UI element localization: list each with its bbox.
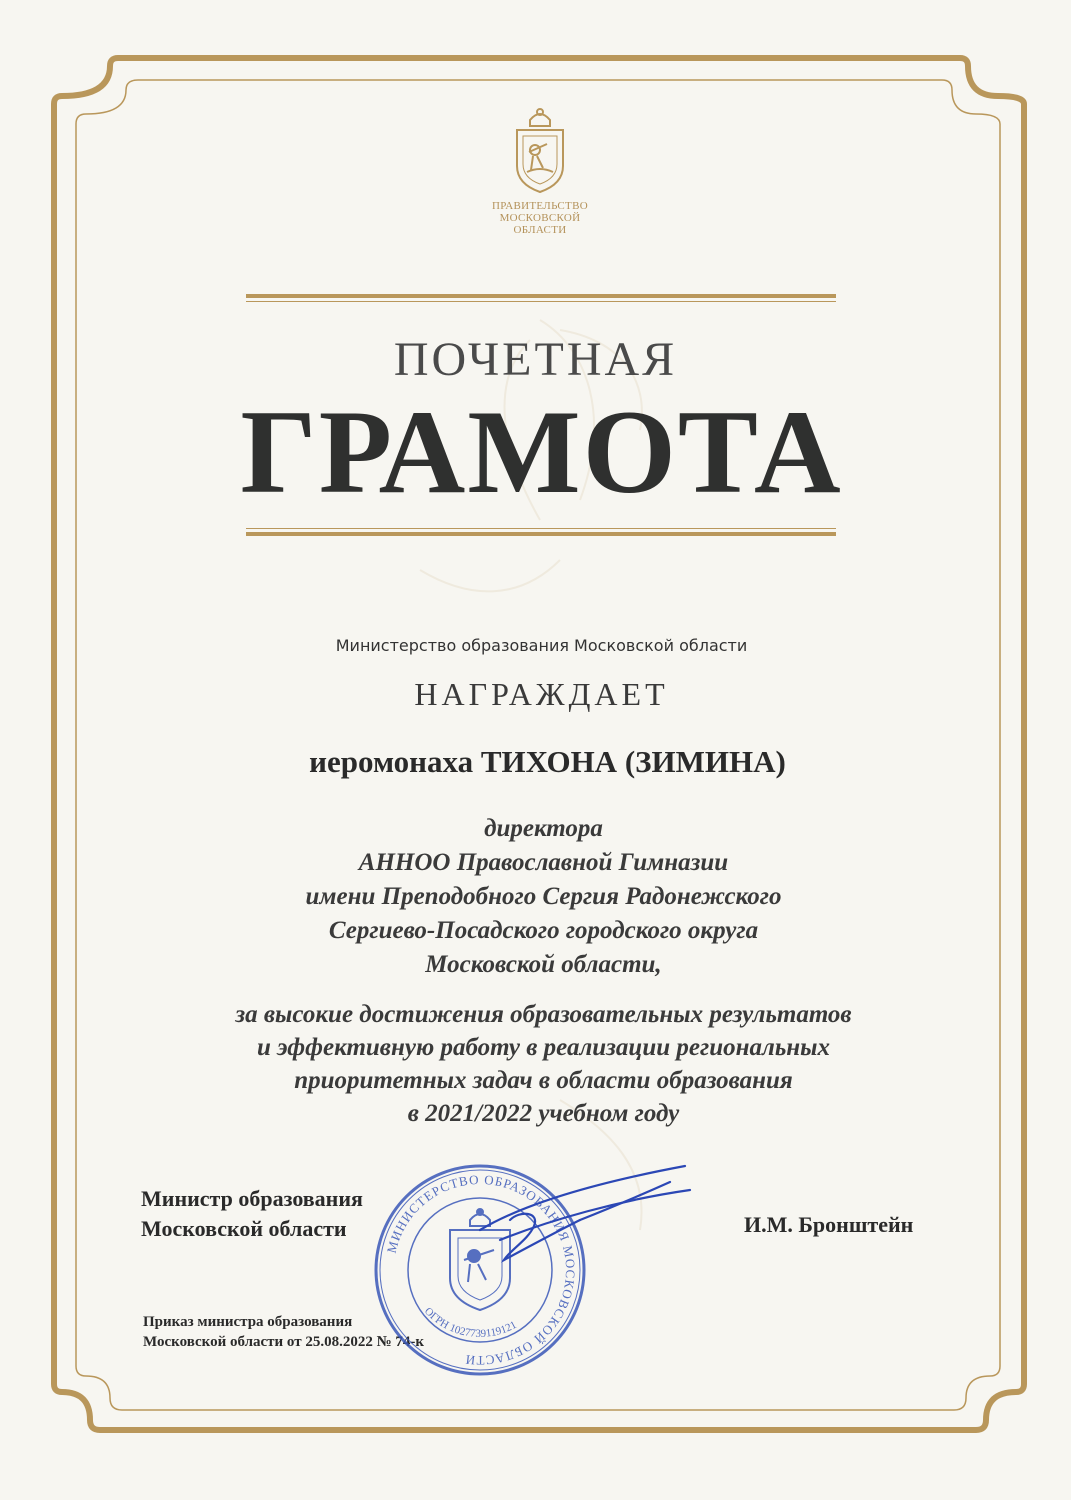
awardee-name: иеромонаха ТИХОНА (ЗИМИНА) <box>309 744 786 779</box>
gov-line-3: ОБЛАСТИ <box>513 224 567 236</box>
reason-line: и эффективную работу в реализации региональных <box>257 1034 830 1061</box>
signatory-title <box>141 1184 363 1244</box>
reason-line: в 2021/2022 учебном году <box>407 1100 680 1127</box>
position-line: Сергиево-Посадского городского округа <box>328 917 759 944</box>
handwritten-signature <box>470 1160 700 1270</box>
top-divider <box>246 294 836 302</box>
signatory-name: И.М. Бронштейн <box>744 1212 914 1237</box>
stamp-ring-text: МИНИСТЕРСТВО ОБРАЗОВАНИЯ МОСКОВСКОЙ ОБЛАСТИ <box>383 1171 579 1369</box>
reason-line: за высокие достижения образовательных результатов <box>235 1001 852 1028</box>
awards-heading: НАГРАЖДАЕТ <box>414 676 669 712</box>
awardee-position <box>0 812 1071 982</box>
award-reason <box>0 998 1071 1130</box>
stamp-ogrn: ОГРН 1027739119121 <box>421 1305 519 1340</box>
order-line: Приказ министра образования <box>143 1314 353 1330</box>
bottom-divider <box>246 528 836 536</box>
reason-line: приоритетных задач в области образования <box>294 1067 793 1094</box>
signatory-title-line: Московской области <box>141 1216 347 1241</box>
title-certificate: ГРАМОТА <box>240 385 843 518</box>
position-line: АННОО Православной Гимназии <box>358 849 729 876</box>
issuer-ministry: Министерство образования Московской области <box>335 636 748 655</box>
signatory-title-line: Министр образования <box>141 1186 363 1211</box>
position-line: директора <box>484 815 603 842</box>
svg-text:ОГРН 1027739119121 <box>422 1305 519 1340</box>
coat-of-arms-icon <box>505 106 575 196</box>
position-line: имени Преподобного Сергия Радонежского <box>305 883 782 910</box>
gov-line-2: МОСКОВСКОЙ <box>499 212 581 224</box>
position-line: Московской области, <box>425 951 662 978</box>
order-line: Московской области от 25.08.2022 № 74-к <box>143 1334 425 1350</box>
government-caption <box>440 200 640 236</box>
gov-line-1: ПРАВИТЕЛЬСТВО <box>492 200 588 212</box>
title-honorary: ПОЧЕТНАЯ <box>393 333 678 386</box>
